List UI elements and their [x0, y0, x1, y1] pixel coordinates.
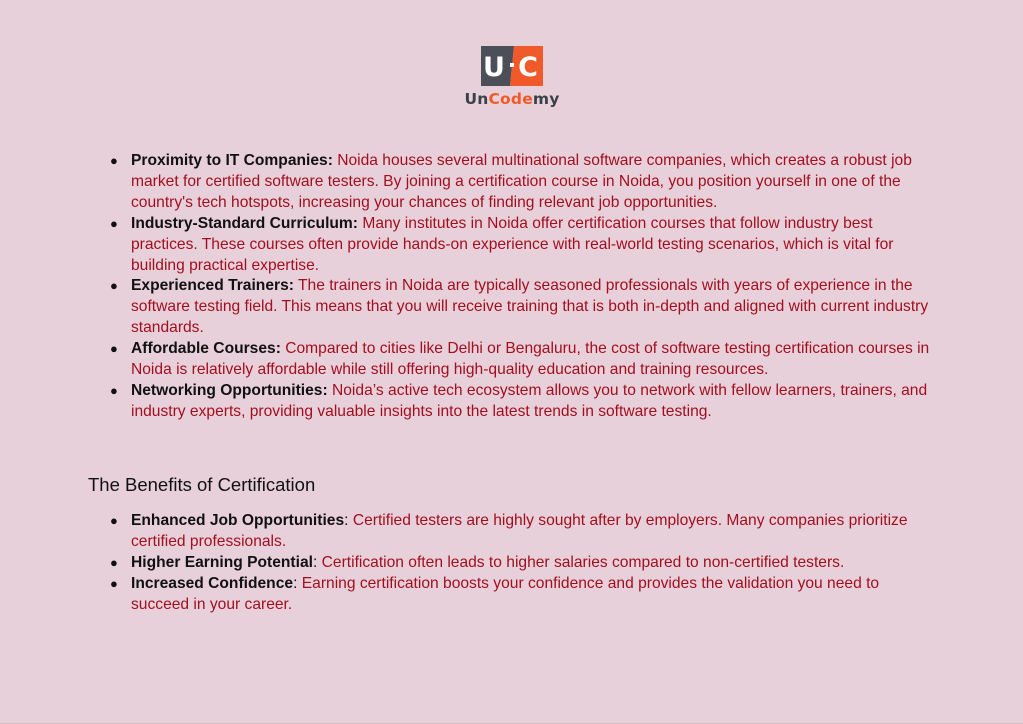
list-item-term: Proximity to IT Companies: — [131, 152, 333, 169]
list-item-text: Earning certification boosts your confidence and provides the validation you need to succeed in your career. — [131, 574, 880, 613]
advantages-list — [0, 151, 1023, 423]
bullet-icon: ● — [110, 341, 118, 357]
list-item — [0, 381, 931, 423]
list-item-term: Increased Confidence — [131, 574, 294, 592]
logo-mark-letter-u: U — [483, 52, 505, 83]
list-item-text: Certification often leads to higher salaries compared to non-certified testers. — [321, 553, 845, 571]
list-item-text: Certified testers are highly sought after by employers. Many companies prioritize certified professionals. — [131, 512, 908, 550]
list-item — [0, 151, 931, 214]
bullet-icon: ● — [110, 153, 118, 168]
list-item-colon: : — [344, 512, 349, 529]
list-item — [0, 214, 931, 277]
list-item — [0, 553, 931, 574]
bullet-icon: ● — [110, 575, 118, 591]
list-item-term: Experienced Trainers: — [131, 277, 294, 295]
logo-word-part1: Un — [464, 90, 489, 108]
list-item-text: Noida’s active tech ecosystem allows you to network with fellow learners, trainers, and industry experts, providing valuable insights into the latest trends in software testing. — [131, 381, 928, 420]
list-item-term: Affordable Courses: — [131, 340, 281, 358]
list-item-text: Compared to cities like Delhi or Bengaluru, the cost of software testing certification courses in Noida is relatively affordable while still offering high-quality education and training resources. — [131, 340, 930, 379]
bullet-icon: ● — [110, 513, 118, 528]
benefits-list — [0, 511, 1023, 616]
list-item-text: Many institutes in Noida offer certification courses that follow industry best practices. These courses often provide hands-on experience with real-world testing scenarios, which is vital for building practical expertise. — [131, 214, 894, 274]
section-heading: The Benefits of Certification — [88, 474, 316, 495]
list-item — [0, 339, 931, 381]
list-item — [0, 574, 931, 616]
list-item-term: Networking Opportunities: — [131, 381, 328, 399]
list-item-term: Enhanced Job Opportunities — [131, 512, 345, 529]
logo-word-part2: Code — [488, 90, 533, 108]
uncodemy-logo — [462, 46, 562, 112]
bullet-icon: ● — [110, 278, 118, 294]
list-item-text: The trainers in Noida are typically seasoned professionals with years of experience in the software testing field. This means that you will receive training that is both in-depth and aligned with current industry standards. — [131, 277, 929, 337]
bullet-icon: ● — [110, 554, 118, 570]
bullet-icon: ● — [110, 215, 118, 231]
uncodemy-logo-mark-icon — [481, 46, 543, 86]
bullet-icon: ● — [110, 382, 118, 398]
logo-mark-letter-c: C — [518, 52, 538, 83]
list-item-term: Industry-Standard Curriculum: — [131, 214, 358, 232]
list-item — [0, 276, 931, 339]
list-item-colon: : — [293, 574, 298, 592]
list-item-term: Higher Earning Potential — [131, 553, 313, 571]
logo-wordmark — [462, 90, 562, 108]
list-item — [0, 511, 931, 553]
list-item-text: Noida houses several multinational software companies, which creates a robust job market for certified software testers. By joining a certification course in Noida, you position yourself in one of the country's tech hotspots, increasing your chances of finding relevant job opportunities. — [131, 152, 912, 211]
list-item-colon: : — [312, 553, 318, 571]
logo-word-part3: my — [532, 90, 560, 108]
